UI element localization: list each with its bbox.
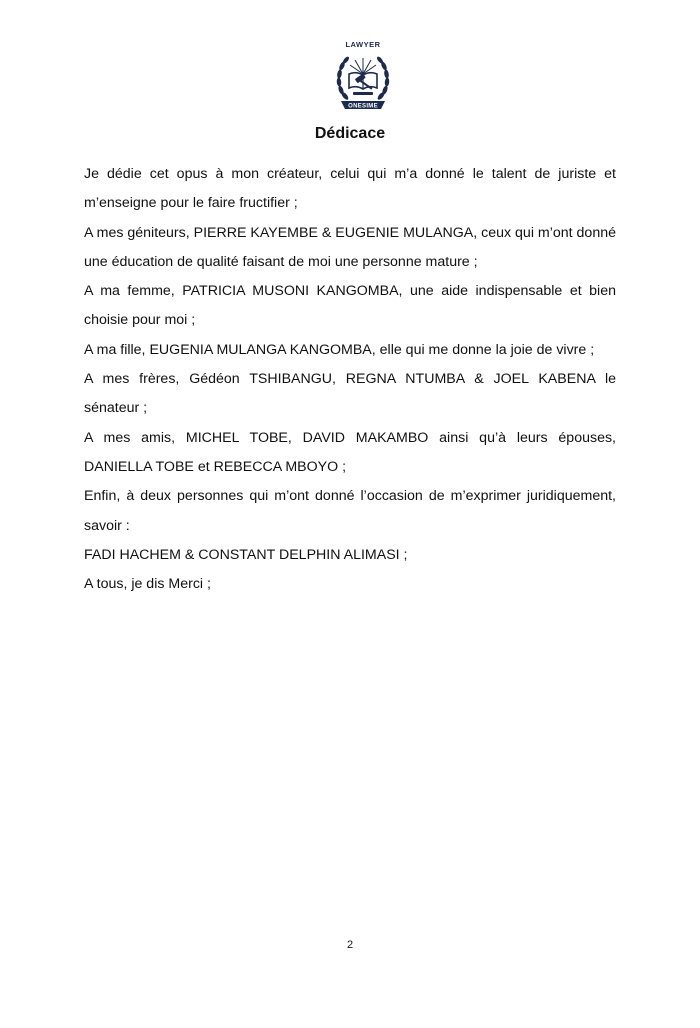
dedication-paragraph: Enfin, à deux personnes qui m’ont donné l’occasion de m’exprimer juridiquement, savoir : <box>84 488 616 534</box>
logo-emblem <box>331 38 395 118</box>
dedication-paragraph: Je dédie cet opus à mon créateur, celui qui m’a donné le talent de juriste et m’enseigne pour le faire fructifier ; <box>84 166 616 212</box>
dedication-paragraph: A ma femme, PATRICIA MUSONI KANGOMBA, une aide indispensable et bien choisie pour moi ; <box>84 283 616 329</box>
laurel-right-icon <box>376 56 390 101</box>
logo-bottom-text: ONESIME <box>348 103 378 110</box>
page-title: Dédicace <box>314 125 386 142</box>
dedication-body <box>84 160 616 599</box>
sun-rays-icon <box>350 58 376 74</box>
laurel-left-icon <box>336 56 350 101</box>
dedication-paragraph: A mes géniteurs, PIERRE KAYEMBE & EUGENIE MULANGA, ceux qui m’ont donné une éducation de qualité faisant de moi une personne mature ; <box>84 224 616 270</box>
dedication-paragraph: A ma fille, EUGENIA MULANGA KANGOMBA, elle qui me donne la joie de vivre ; <box>84 341 595 358</box>
dedication-paragraph: A mes amis, MICHEL TOBE, DAVID MAKAMBO ainsi qu’à leurs épouses, DANIELLA TOBE et REBECCA MBOYO ; <box>84 429 616 475</box>
logo-top-text: LAWYER <box>345 40 381 49</box>
dedication-paragraph: A mes frères, Gédéon TSHIBANGU, REGNA NTUMBA & JOEL KABENA le sénateur ; <box>84 371 616 417</box>
page-number: 2 <box>346 939 354 951</box>
dedication-paragraph: A tous, je dis Merci ; <box>84 576 211 593</box>
lawyer-onesime-logo <box>331 38 395 118</box>
dedication-paragraph: FADI HACHEM & CONSTANT DELPHIN ALIMASI ; <box>84 546 408 563</box>
